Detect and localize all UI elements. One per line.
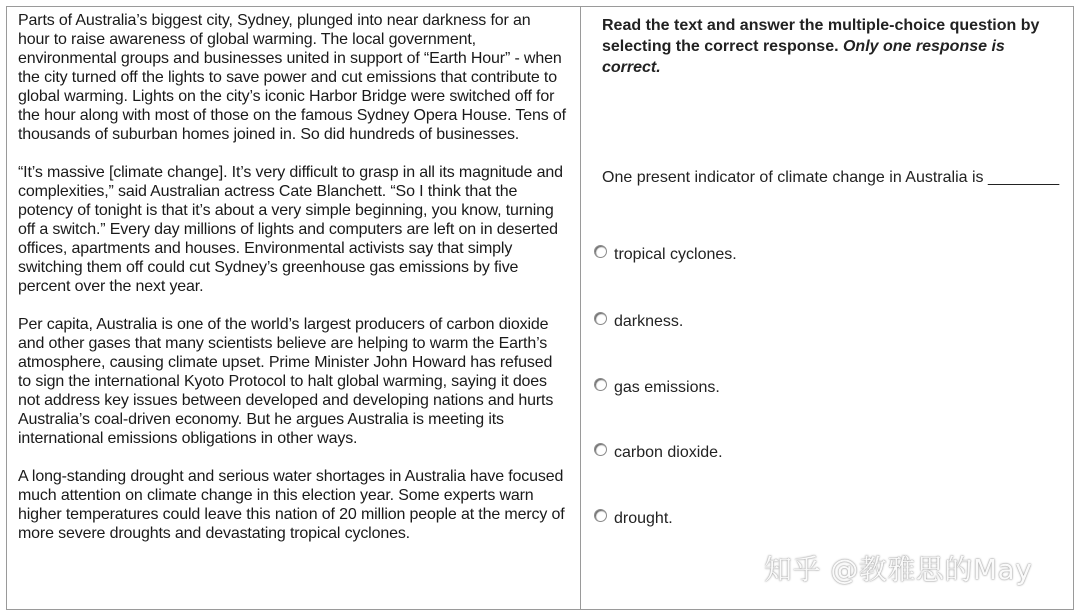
option-label: gas emissions. xyxy=(614,379,720,396)
question-text: One present indicator of climate change in Australia is ________ xyxy=(602,169,1060,186)
radio-button[interactable] xyxy=(594,509,607,522)
instructions xyxy=(602,15,1064,78)
option-carbon-dioxide[interactable] xyxy=(594,441,894,465)
option-darkness[interactable] xyxy=(594,310,894,334)
panel-divider xyxy=(580,6,581,610)
option-label: drought. xyxy=(614,510,673,527)
option-drought[interactable] xyxy=(594,507,894,531)
passage-paragraph-3: Per capita, Australia is one of the world’s largest producers of carbon dioxide and other gases that many scientists believe are helping to warm the Earth’s atmosphere, causing climate upset. Prime Minister John Howard has refused to sign the international Kyoto Protocol to halt global warming, saying it does not address key issues between developed and developing nations and hurts Australia’s coal-driven economy. But he argues Australia is meeting its international emissions obligations in other ways. xyxy=(18,316,554,447)
option-tropical-cyclones[interactable] xyxy=(594,243,894,267)
radio-button[interactable] xyxy=(594,245,607,258)
radio-button[interactable] xyxy=(594,443,607,456)
instructions-emphasis: Only one response is correct. xyxy=(602,38,1005,76)
passage-paragraph-1: Parts of Australia’s biggest city, Sydney, plunged into near darkness for an hour to raise awareness of global warming. The local government, environmental groups and businesses united in support of “Earth Hour” - when the city turned off the lights to save power and cut emissions that contribute to global warming. Lights on the city’s iconic Harbor Bridge were switched off for the hour along with most of those on the famous Sydney Opera House. Tens of thousands of suburban homes joined in. So did hundreds of businesses. xyxy=(18,12,566,143)
watermark: 知乎 @教雅思的May xyxy=(764,553,1033,586)
option-label: darkness. xyxy=(614,313,684,330)
instructions-text: Read the text and answer the multiple-choice question by selecting the correct response. xyxy=(602,17,1040,55)
radio-button[interactable] xyxy=(594,378,607,391)
radio-button[interactable] xyxy=(594,312,607,325)
option-label: tropical cyclones. xyxy=(614,246,737,263)
passage-paragraph-4: A long-standing drought and serious water shortages in Australia have focused much attention on climate change in this election year. Some experts warn higher temperatures could leave this nation of 20 million people at the mercy of more severe droughts and devastating tropical cyclones. xyxy=(18,468,565,542)
passage-paragraph-2: “It’s massive [climate change]. It’s very difficult to grasp in all its magnitude and complexities,” said Australian actress Cate Blanchett. “So I think that the potency of tonight is that it’s about a very simple beginning, you know, turning off a switch.” Every day millions of lights and computers are left on in deserted offices, apartments and houses. Environmental activists say that simply switching them off could cut Sydney’s greenhouse gas emissions by five percent over the next year. xyxy=(18,164,563,295)
option-gas-emissions[interactable] xyxy=(594,376,894,400)
reading-passage xyxy=(18,11,566,543)
option-label: carbon dioxide. xyxy=(614,444,723,461)
